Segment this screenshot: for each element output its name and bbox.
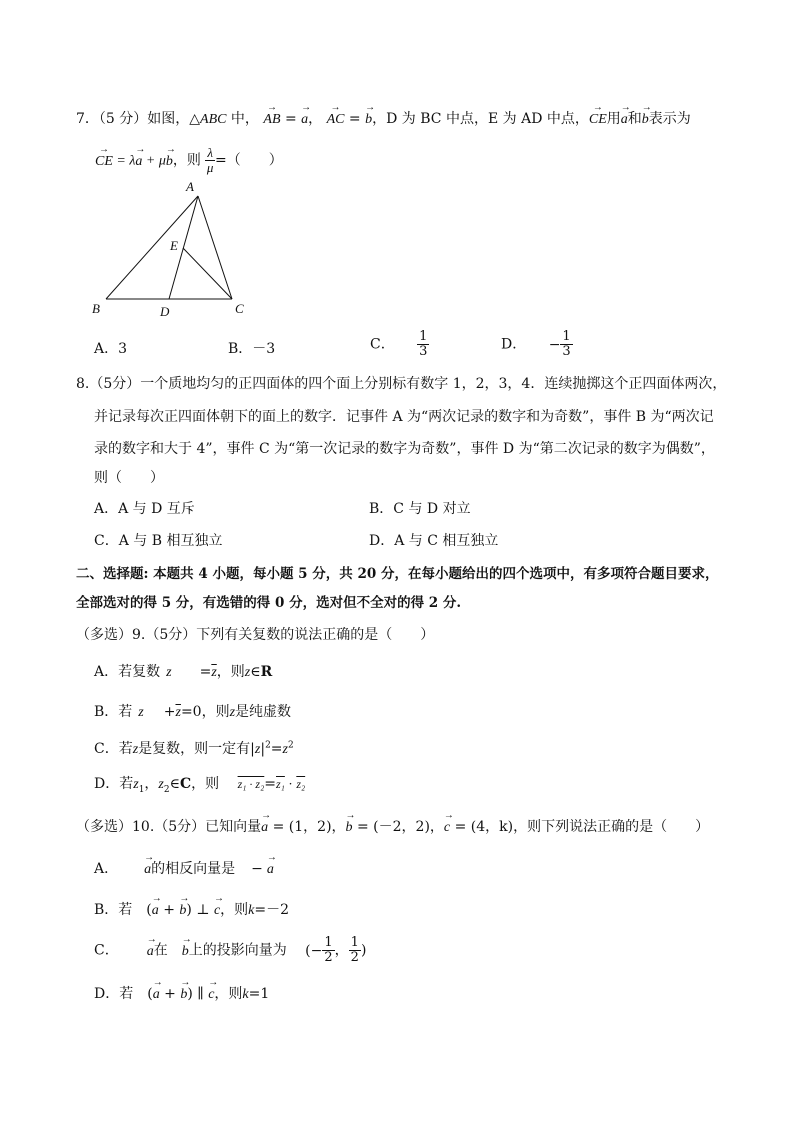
q10-b-k: k [248, 903, 255, 918]
q9-c-z: z [132, 742, 139, 757]
q9-a-in: ∈ [250, 664, 261, 680]
q10-c-key: C． [94, 942, 119, 959]
q7-triangle-figure [88, 178, 258, 320]
q9-d-r2: z₂ [296, 777, 306, 791]
q7-vec-ac: → AC [327, 112, 345, 128]
q9-d-in: ∈ [169, 776, 180, 792]
q7-opt-d-sign: − [548, 336, 561, 353]
q10-c-n2: 1 [350, 935, 359, 950]
q8-line4: 则（ ） [94, 470, 164, 486]
label-d: D [160, 304, 170, 319]
q9-stem: （多选）9.（5分）下列有关复数的说法正确的是（ ） [76, 627, 435, 643]
q10-c-b: → b [182, 944, 189, 960]
q10-b-plus: + [158, 902, 180, 918]
q7-lead: 7．（5 分）如图，△ [76, 111, 201, 127]
q8-opt-c-key: C． [94, 533, 119, 549]
q7-option-b[interactable] [228, 338, 275, 358]
q9-d-dot: · [284, 777, 297, 791]
label-b: B [92, 301, 100, 316]
q9-c-z2: z [254, 742, 261, 757]
q10-c-a: → a [147, 944, 154, 960]
q8-line2: 并记录每次正四面体朝下的面上的数字．记事件 A 为“两次记录的数字和为奇数”，事件 B 为“两次记 [94, 409, 714, 425]
q10-d-b: → b [180, 987, 187, 1003]
q7-vec-ce: → CE [589, 112, 607, 128]
q9-c-z3: z [282, 742, 288, 757]
q7-l2-eq: = λ [112, 153, 136, 169]
q9-d-pre: 若 [119, 776, 134, 792]
q9-d-then: ，则 [191, 776, 220, 792]
q10-b-rp: ) [186, 902, 192, 918]
q10-d-lp: ( [147, 986, 153, 1002]
section2-line1: 二、选择题: 本题共 4 小题，每小题 5 分，共 20 分，在每小题给出的四个选项中，有多项符合题目要求， [76, 566, 719, 582]
q10-d-rp: ) [187, 986, 193, 1002]
q10-b-key: B．若 [94, 902, 133, 918]
q7-opt-d-den: 3 [562, 344, 571, 359]
q7-vec-b: → b [365, 112, 372, 128]
q7-opt-d-frac [560, 330, 572, 359]
q10-b-a: → a [152, 903, 159, 919]
q9-option-c[interactable] [94, 738, 294, 758]
q7-opt-c-num: 1 [419, 329, 428, 344]
q9-c-pre: 若 [118, 741, 133, 757]
q10-d-c: → c [208, 987, 214, 1003]
q7-opt-a-text: 3 [118, 341, 128, 357]
q9-d-lhs: z₁ · z₂ [237, 777, 265, 791]
q9-c-mid: 是复数，则一定有| [138, 741, 255, 757]
q9-c-key: C． [94, 741, 119, 757]
q10-option-a[interactable] [94, 858, 274, 878]
q9-a-z2: z [244, 665, 251, 680]
q9-b-pre: 若 [118, 704, 133, 720]
q7-l2-a: → a [135, 154, 142, 170]
q10-vc: → c [444, 820, 450, 836]
q7-opt-b-key: B． [228, 341, 253, 357]
q9-b-eq0: =0，则 [180, 704, 230, 720]
q9-c-sq: 2 [265, 740, 271, 751]
q10-a-neg: − [251, 861, 263, 877]
q8-opt-c-text: A 与 B 相互独立 [118, 533, 223, 549]
q10-c-on: 在 [153, 942, 168, 959]
q7-opt-d-num: 1 [562, 329, 571, 344]
q10-pre: （多选）10.（5分）已知向量 [76, 819, 262, 835]
q7-opt-a-key: A． [94, 341, 119, 357]
q8-line1: 8.（5分）一个质地均匀的正四面体的四个面上分别标有数字 1，2，3，4．连续抛掷这个正四面体两次， [76, 376, 727, 392]
q8-option-d[interactable] [369, 530, 498, 550]
q7-use-a: → a [621, 112, 628, 128]
q10-a-v: → a [144, 862, 151, 878]
q10-c-text: 上的投影向量为 [188, 942, 287, 959]
q9-b-z: z [138, 705, 144, 720]
q9-d-z1: z [133, 777, 139, 792]
q10-d-key: D．若 [94, 986, 134, 1002]
q8-opt-b-text: C 与 D 对立 [393, 501, 471, 517]
q7-frac-den: μ [206, 160, 214, 175]
q7-abc: ABC [200, 112, 227, 127]
q10-c-lp: (− [305, 942, 323, 959]
q7-option-a[interactable] [94, 338, 127, 358]
q10-vb-val: = (－2，2)， [352, 819, 444, 835]
q7-use: 用 [606, 111, 621, 127]
label-c: C [235, 301, 244, 316]
q10-b-tail: ，则 [220, 902, 249, 918]
q10-b-lp: ( [146, 902, 152, 918]
q7-frac-num: λ [207, 145, 213, 160]
q7-opt-d-key: D． [501, 336, 527, 353]
q10-a-v2: → a [267, 862, 274, 878]
q7-l2-end: =（ ） [214, 152, 283, 169]
q10-b-b: → b [179, 903, 186, 919]
q9-option-b[interactable] [94, 701, 291, 721]
q9-b-tail: 是纯虚数 [235, 704, 292, 720]
q7-option-c[interactable] [370, 330, 429, 359]
q8-option-b[interactable] [369, 498, 471, 518]
label-e: E [170, 238, 178, 253]
q9-d-eq: = [264, 776, 277, 792]
q10-vc-val: = (4，k)，则下列说法正确的是（ ） [450, 819, 710, 835]
q10-c-frac1 [322, 936, 334, 965]
q7-fraction [205, 146, 215, 175]
q10-c-n1: 1 [324, 935, 333, 950]
q7-opt-c-den: 3 [419, 344, 428, 359]
q7-use-and: 和 [627, 111, 642, 127]
q7-l2-then: ，则 [172, 152, 201, 169]
q7-l2-ce: → CE [95, 154, 113, 170]
q9-b-zbar: $\overline{z}$ [175, 705, 181, 720]
q9-d-s1: 1 [138, 784, 145, 795]
q10-c-frac2 [349, 936, 361, 965]
q10-d-tail: ，则 [214, 986, 243, 1002]
q8-option-a[interactable] [94, 498, 195, 518]
q8-opt-d-key: D． [369, 533, 395, 549]
q10-c-rp: ) [360, 942, 367, 959]
q10-d-plus: + [159, 986, 181, 1002]
q9-option-a[interactable] [94, 661, 272, 681]
q10-vb: → b [346, 820, 353, 836]
q10-a-key: A． [94, 861, 119, 877]
q9-a-eq: = [199, 664, 212, 680]
q7-vec-a: → a [301, 112, 308, 128]
q10-b-val: =－2 [254, 902, 290, 918]
q10-va-val: = (1，2)， [268, 819, 346, 835]
q10-b-perp: ⊥ [191, 902, 214, 918]
q9-a-zbar: $\overline{z}$ [211, 665, 217, 680]
q10-c-d1: 2 [324, 950, 333, 965]
q9-b-plus: + [163, 704, 176, 720]
q7-d-text: ，D 为 BC 中点，E 为 AD 中点， [372, 111, 589, 127]
q10-d-val: =1 [248, 986, 270, 1002]
q10-d-a: → a [153, 987, 160, 1003]
q10-stem [76, 816, 709, 836]
q9-d-C: C [179, 776, 192, 792]
q10-d-k: k [242, 987, 249, 1002]
q9-b-z2: z [229, 705, 236, 720]
q9-option-d[interactable] [94, 773, 305, 795]
q10-option-d[interactable] [94, 983, 269, 1003]
q7-stem: 7．（5 分）如图，△ABC 中， → AB = → a， → AC = → b，D 为 BC 中点，E 为 AD 中点，→ CE用→ a和→ b表示为 [76, 108, 691, 128]
q9-d-key: D． [94, 776, 120, 792]
q7-use-b: → b [642, 112, 649, 128]
q7-option-d[interactable] [501, 330, 573, 359]
q7-mid: 中， [226, 111, 259, 127]
q7-l2-plus: + μ [142, 153, 166, 169]
q7-opt-c-frac [417, 330, 429, 359]
q8-line3: 录的数字和大于 4”，事件 C 为“第一次记录的数字为奇数”，事件 D 为“第二次记录的数字为偶数”， [94, 441, 715, 457]
q10-va: → a [261, 820, 268, 836]
q9-d-z2: z [158, 777, 164, 792]
q7-opt-c-key: C． [370, 336, 395, 353]
q9-d-comma: ， [144, 776, 159, 792]
q7-opt-b-text: －3 [252, 341, 276, 357]
q7-l2-b: → b [166, 154, 173, 170]
q10-a-text: 的相反向量是 [151, 861, 236, 877]
q9-c-sq2: 2 [287, 740, 294, 751]
q9-c-eq: = [270, 741, 283, 757]
q10-option-b[interactable] [94, 899, 289, 919]
q10-d-par: ∥ [192, 986, 209, 1002]
q9-a-key: A． [94, 664, 119, 680]
q9-a-then: ，则 [216, 664, 245, 680]
q10-option-c[interactable] [94, 936, 366, 965]
q9-b-key: B． [94, 704, 119, 720]
q8-opt-b-key: B． [369, 501, 394, 517]
label-a: A [186, 179, 194, 194]
q9-d-r1: z₁ [276, 777, 285, 791]
q9-d-s2: 2 [163, 784, 170, 795]
q9-a-pre: 若复数 [118, 664, 161, 680]
q7-tail: 表示为 [648, 111, 691, 127]
q8-opt-a-key: A． [94, 501, 119, 517]
section2-line2: 全部选对的得 5 分，有选错的得 0 分，选对但不全对的得 2 分. [76, 595, 462, 611]
q8-option-c[interactable] [94, 530, 222, 550]
q7-vec-ab: → AB [263, 112, 280, 128]
q10-b-c: → c [214, 903, 220, 919]
q10-c-comma: ， [334, 942, 349, 959]
q9-a-z: z [166, 665, 172, 680]
q7-line2 [95, 146, 283, 175]
q8-opt-d-text: A 与 C 相互独立 [394, 533, 499, 549]
q10-c-d2: 2 [350, 950, 359, 965]
q9-c-abs: | [260, 741, 266, 757]
q8-opt-a-text: A 与 D 互斥 [118, 501, 195, 517]
q9-a-R: R [260, 664, 273, 680]
